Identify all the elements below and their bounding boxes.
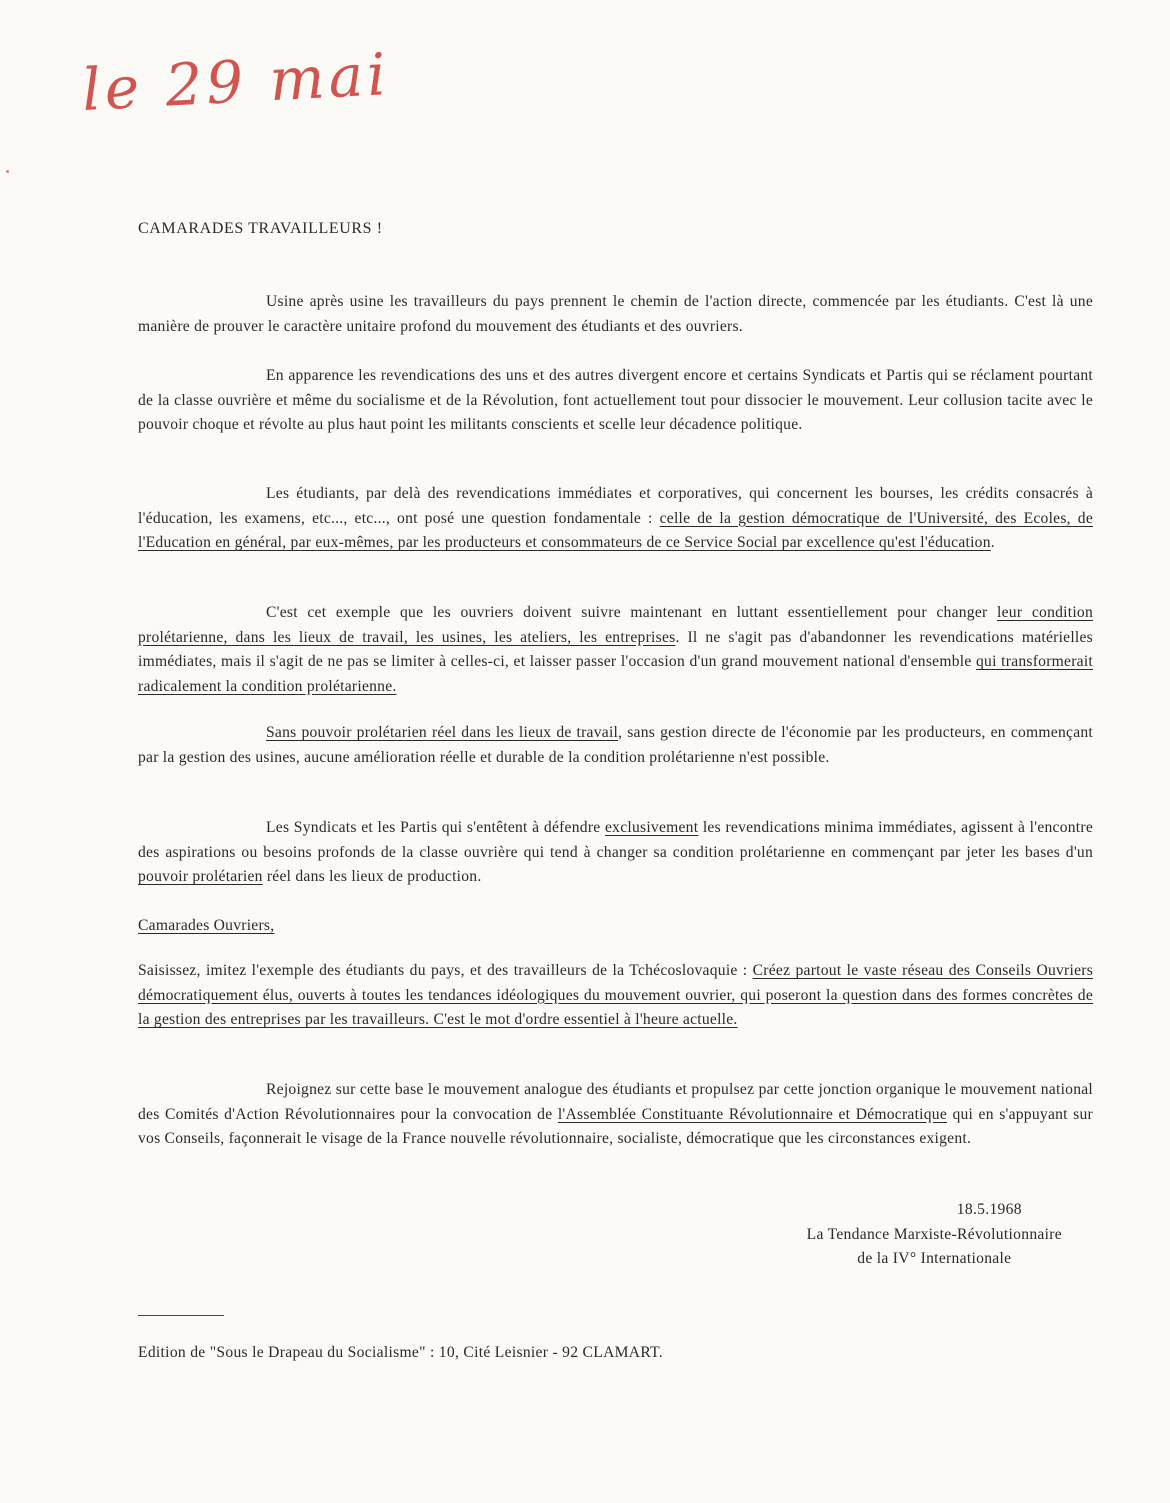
paragraph-4-underlined-2: qui transformerait radicalement la condition prolétarienne. — [138, 653, 1093, 695]
handwritten-date-note: le 29 mai — [80, 39, 392, 125]
paragraph-5-text: , sans gestion directe de l'économie par les producteurs, en commençant par la gestion des usines, aucune amélioration réelle et durable de la condition prolétarienne n'est possible. — [138, 724, 1093, 766]
paragraph-4 — [138, 601, 1093, 699]
paragraph-6-underlined-2: pouvoir prolétarien — [138, 868, 263, 885]
paragraph-8 — [138, 959, 1093, 1033]
paragraph-3-text-a: Les étudiants, par delà des revendications immédiates et corporatives, qui concernent les bourses, les crédits consacrés à l'éducation, les examens, etc..., etc..., ont posé une question fondamentale : — [138, 485, 1093, 527]
secondary-salutation — [138, 914, 1093, 939]
paragraph-4-text-a: C'est cet exemple que les ouvriers doivent suivre maintenant en luttant essentiellement pour changer — [266, 604, 998, 621]
signature-block — [807, 1198, 1062, 1272]
paragraph-6-text-b: les revendications minima immédiates, agissent à l'encontre des aspirations ou besoins profonds de la classe ouvrière qui tend à changer sa condition prolétarienne en commençant par jeter les bases d'un — [138, 819, 1093, 861]
paragraph-6-underlined-1: exclusivement — [604, 819, 699, 836]
paragraph-6 — [138, 816, 1093, 890]
signature-org-line-1: La Tendance Marxiste-Révolutionnaire — [806, 1225, 1062, 1243]
paragraph-2 — [138, 364, 1093, 438]
paragraph-1 — [138, 290, 1093, 339]
paragraph-4-underlined-1: leur condition prolétarienne, dans les lieux de travail, les usines, les ateliers, les entreprises — [138, 604, 1094, 646]
paper-speck — [6, 170, 9, 173]
paragraph-2-text: En apparence les revendications des uns et des autres divergent encore et certains Syndicats et Partis qui se réclament pourtant de la classe ouvrière et même du socialisme et de la Révolution, font actuellement tout pour dissocier le mouvement. Leur collusion tacite avec le pouvoir choque et révolte au plus haut point les militants conscients et scelle leur décadence politique. — [138, 367, 1093, 433]
salutation: CAMARADES TRAVAILLEURS ! — [138, 220, 383, 237]
footer-rule — [138, 1315, 224, 1316]
secondary-salutation-text: Camarades Ouvriers, — [138, 917, 275, 934]
paragraph-3 — [138, 482, 1093, 556]
paragraph-9-underlined: l'Assemblée Constituante Révolutionnaire et Démocratique — [557, 1105, 948, 1123]
paragraph-5 — [138, 721, 1093, 770]
paragraph-9-text-b: qui en s'appuyant sur vos Conseils, façonnerait le visage de la France nouvelle révolutionnaire, socialiste, démocratique que les circonstances exigent. — [138, 1105, 1093, 1147]
paragraph-3-text-b: . — [990, 534, 995, 551]
paragraph-1-text: Usine après usine les travailleurs du pays prennent le chemin de l'action directe, commencée par les étudiants. C'est là une manière de prouver le caractère unitaire profond du mouvement des étudiants et des ouvriers. — [138, 293, 1093, 335]
signature-org-line-2: de la IV° Internationale — [857, 1250, 1012, 1267]
paragraph-4-text-b: . Il ne s'agit pas d'abandonner les revendications matérielles immédiates, mais il s'agit de ne pas se limiter à celles-ci, et laisser passer l'occasion d'un grand mouvement national d'ensemble — [138, 628, 1093, 670]
signature-date: 18.5.1968 — [956, 1201, 1022, 1218]
paragraph-8-text: Saisissez, imitez l'exemple des étudiants du pays, et des travailleurs de la Tchécoslovaquie : — [138, 962, 753, 979]
paragraph-5-underlined: Sans pouvoir prolétarien réel dans les lieux de travail — [266, 724, 619, 741]
footer-edition-note: Edition de "Sous le Drapeau du Socialisme" : 10, Cité Leisnier - 92 CLAMART. — [138, 1344, 663, 1361]
paragraph-8-underlined: Créez partout le vaste réseau des Conseils Ouvriers démocratiquement élus, ouverts à toutes les tendances idéologiques du mouvement ouvrier, qui poseront la question dans des formes concrètes de la gestion des entreprises par les travailleurs. C'est le mot d'ordre essentiel à l'heure actuelle. — [138, 962, 1094, 1028]
paragraph-6-text-c: réel dans les lieux de production. — [262, 868, 482, 885]
paragraph-3-underlined: celle de la gestion démocratique de l'Université, des Ecoles, de l'Education en général, par eux-mêmes, par les producteurs et consommateurs de ce Service Social par excellence qu'est l'éducation — [138, 509, 1093, 551]
paragraph-9 — [138, 1078, 1093, 1152]
paragraph-9-text-a: Rejoignez sur cette base le mouvement analogue des étudiants et propulsez par cette jonction organique le mouvement national des Comités d'Action Révolutionnaires pour la convocation de — [138, 1081, 1093, 1123]
paragraph-6-text-a: Les Syndicats et les Partis qui s'entêtent à défendre — [266, 819, 605, 836]
